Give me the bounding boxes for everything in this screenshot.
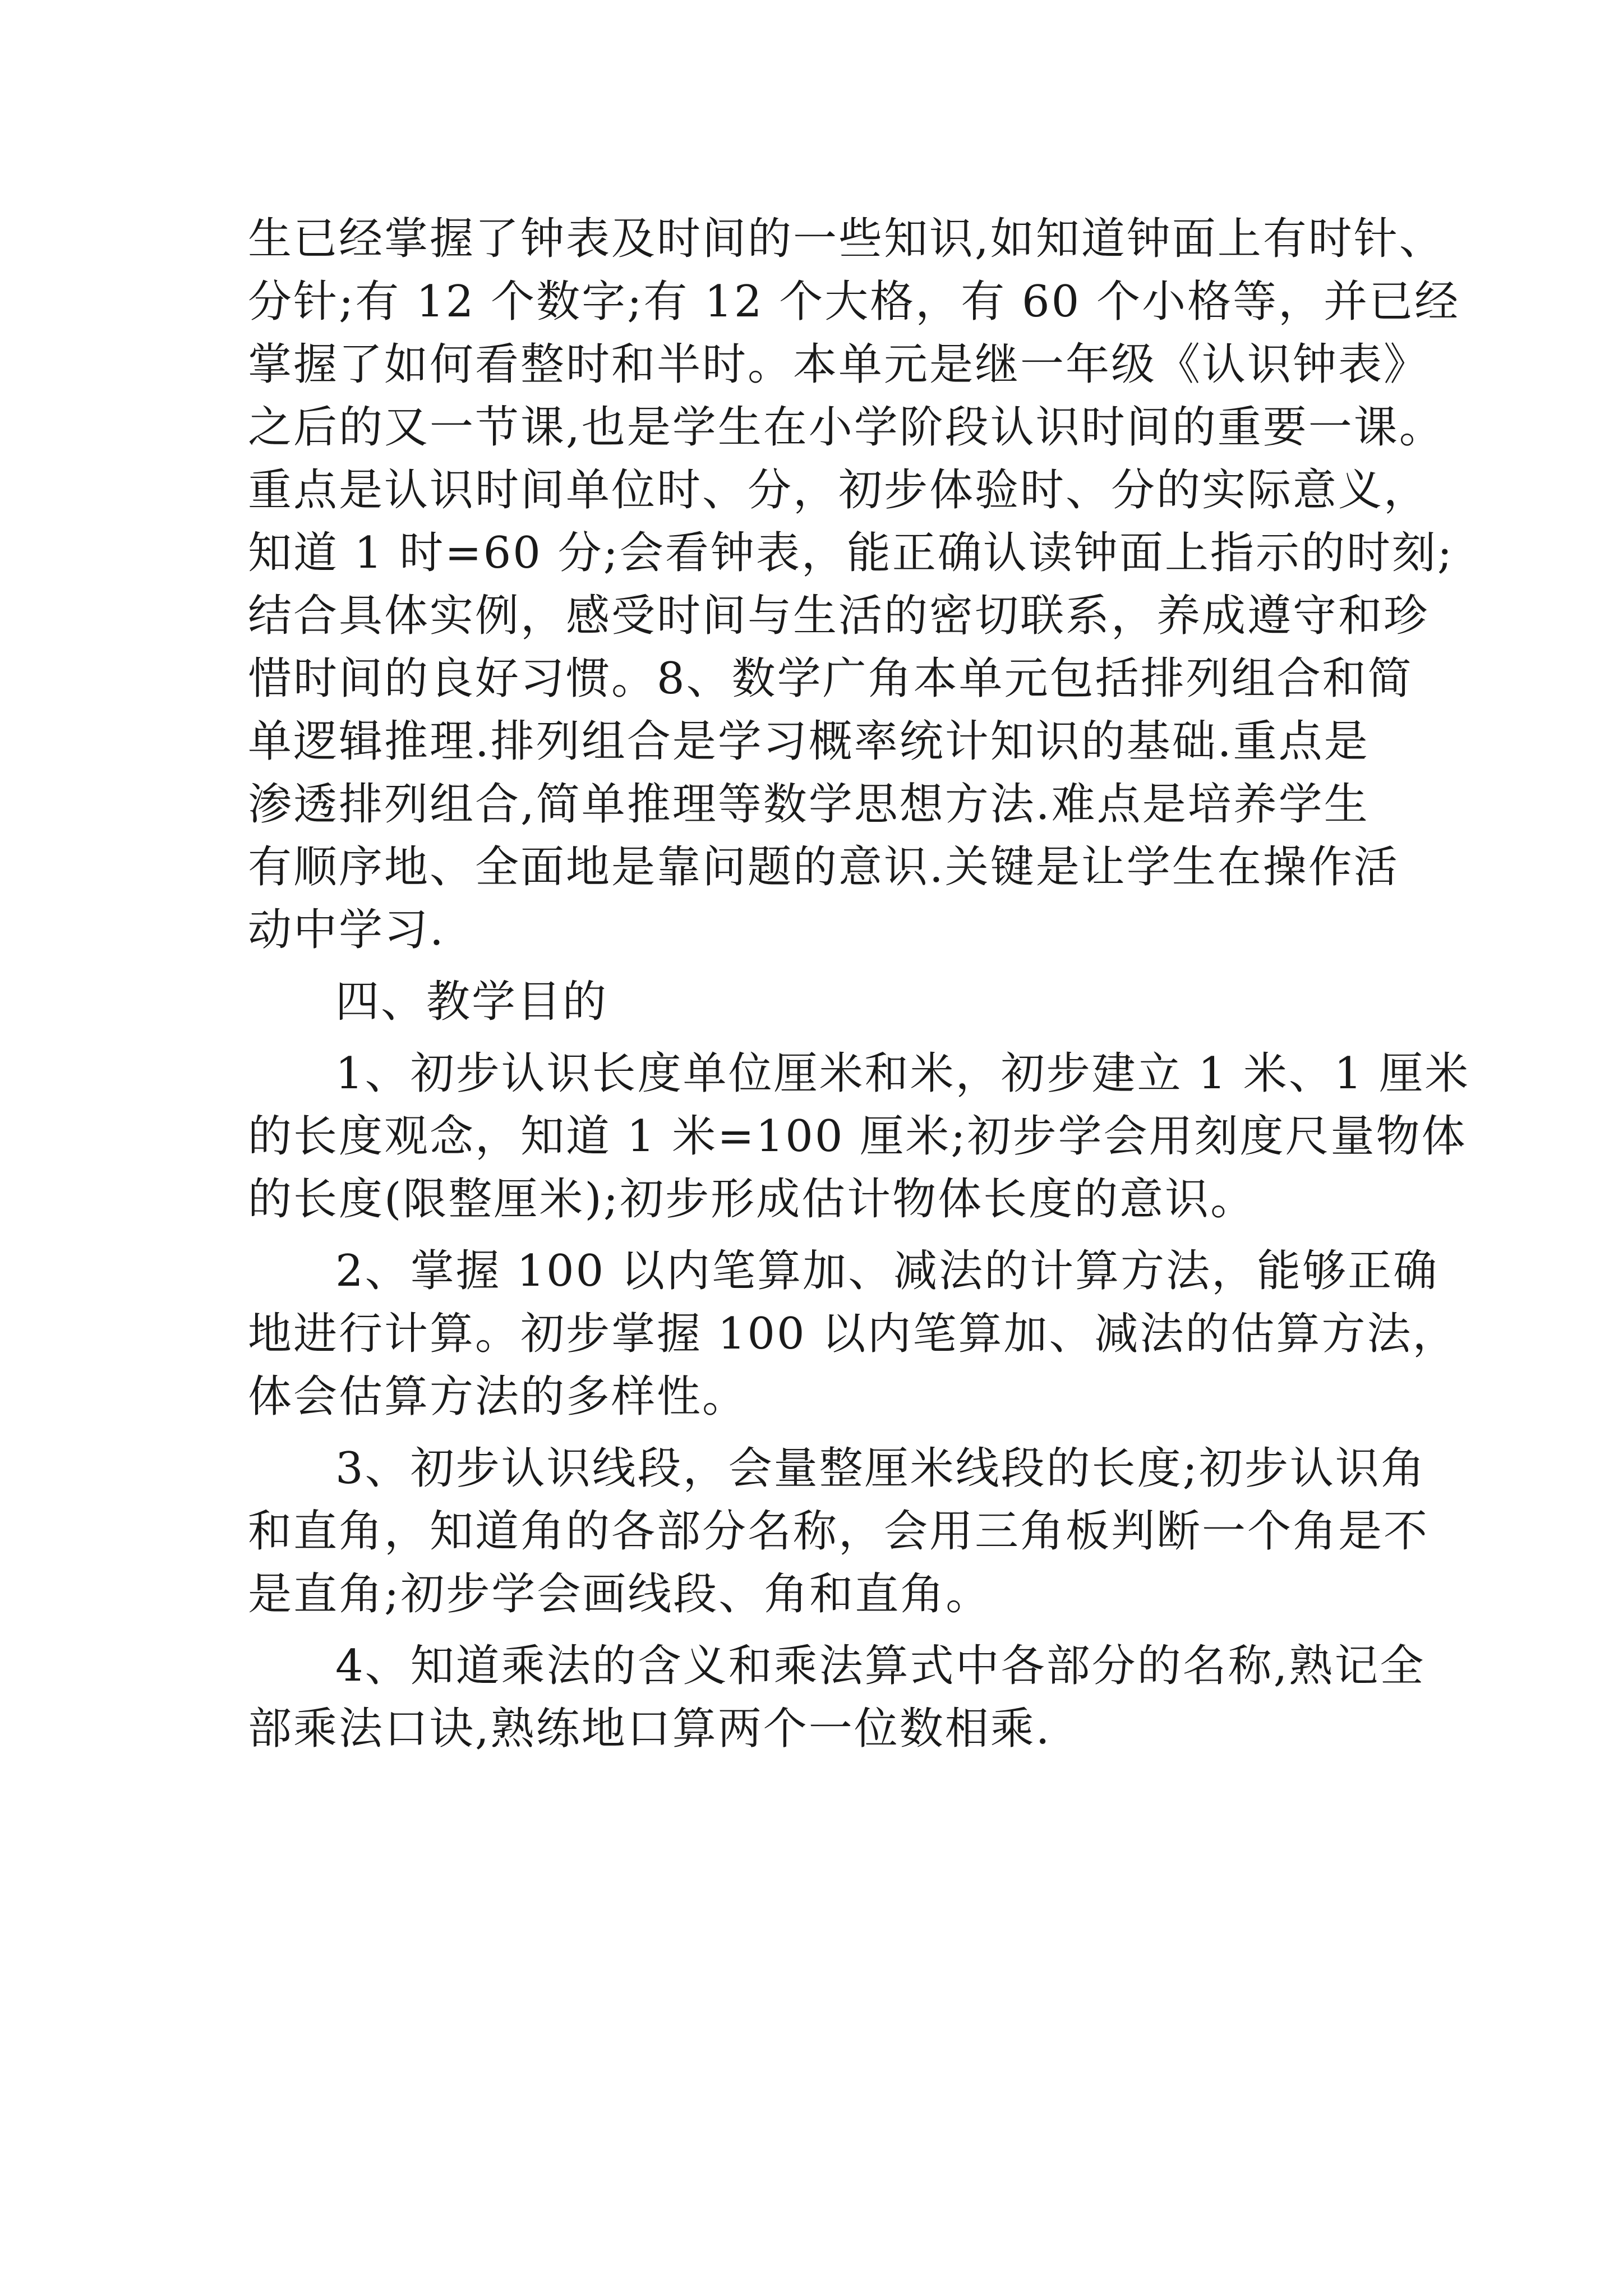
paragraph-spacer	[248, 1428, 1431, 1437]
text-line: 渗透排列组合,简单推理等数学思想方法.难点是培养学生	[248, 779, 1370, 830]
text-line: 1、初步认识长度单位厘米和米，初步建立 1 米、1 厘米	[335, 1048, 1470, 1099]
paragraph-spacer	[248, 1033, 1431, 1042]
text-line: 知道 1 时=60 分;会看钟表，能正确认读钟面上指示的时刻;	[248, 528, 1454, 578]
goal-3-paragraph	[248, 1437, 1431, 1626]
intro-paragraph	[248, 208, 1460, 961]
text-line: 地进行计算。初步掌握 100 以内笔算加、减法的估算方法，	[248, 1309, 1458, 1359]
text-line: 和直角，知道角的各部分名称，会用三角板判断一个角是不	[248, 1506, 1430, 1557]
text-line: 动中学习.	[248, 905, 445, 955]
text-line: 3、初步认识线段，会量整厘米线段的长度;初步认识角	[335, 1443, 1426, 1494]
text-line: 之后的又一节课,也是学生在小学阶段认识时间的重要一课。	[248, 402, 1445, 453]
paragraph-spacer	[248, 1626, 1431, 1635]
text-line: 单逻辑推理.排列组合是学习概率统计知识的基础.重点是	[248, 716, 1370, 767]
paragraph-spacer	[248, 961, 1431, 970]
section-heading-text: 四、教学目的	[335, 977, 608, 1027]
text-line: 结合具体实例，感受时间与生活的密切联系，养成遵守和珍	[248, 591, 1430, 641]
text-line: 掌握了如何看整时和半时。本单元是继一年级《认识钟表》	[248, 339, 1430, 390]
goal-1-paragraph	[248, 1042, 1470, 1231]
text-line: 4、知道乘法的含义和乘法算式中各部分的名称,熟记全	[335, 1641, 1426, 1691]
text-line: 有顺序地、全面地是靠问题的意识.关键是让学生在操作活	[248, 842, 1399, 892]
text-line: 分针;有 12 个数字;有 12 个大格，有 60 个小格等，并已经	[248, 277, 1460, 327]
text-line: 惜时间的良好习惯。8、数学广角本单元包括排列组合和简	[248, 654, 1413, 704]
goal-4-paragraph	[248, 1635, 1431, 1760]
text-line: 的长度观念，知道 1 米=100 厘米;初步学会用刻度尺量物体	[248, 1111, 1467, 1162]
text-line: 是直角;初步学会画线段、角和直角。	[248, 1569, 992, 1619]
text-line: 体会估算方法的多样性。	[248, 1372, 748, 1422]
text-line: 的长度(限整厘米);初步形成估计物体长度的意识。	[248, 1174, 1256, 1225]
goal-2-paragraph	[248, 1240, 1458, 1428]
text-line: 部乘法口诀,熟练地口算两个一位数相乘.	[248, 1704, 1052, 1754]
section-heading	[248, 970, 1431, 1033]
text-line: 生已经掌握了钟表及时间的一些知识,如知道钟面上有时针、	[248, 214, 1445, 264]
paragraph-spacer	[248, 1231, 1431, 1240]
text-line: 2、掌握 100 以内笔算加、减法的计算方法，能够正确	[335, 1246, 1439, 1296]
text-line: 重点是认识时间单位时、分，初步体验时、分的实际意义，	[248, 465, 1430, 516]
document-body	[248, 208, 1470, 1760]
